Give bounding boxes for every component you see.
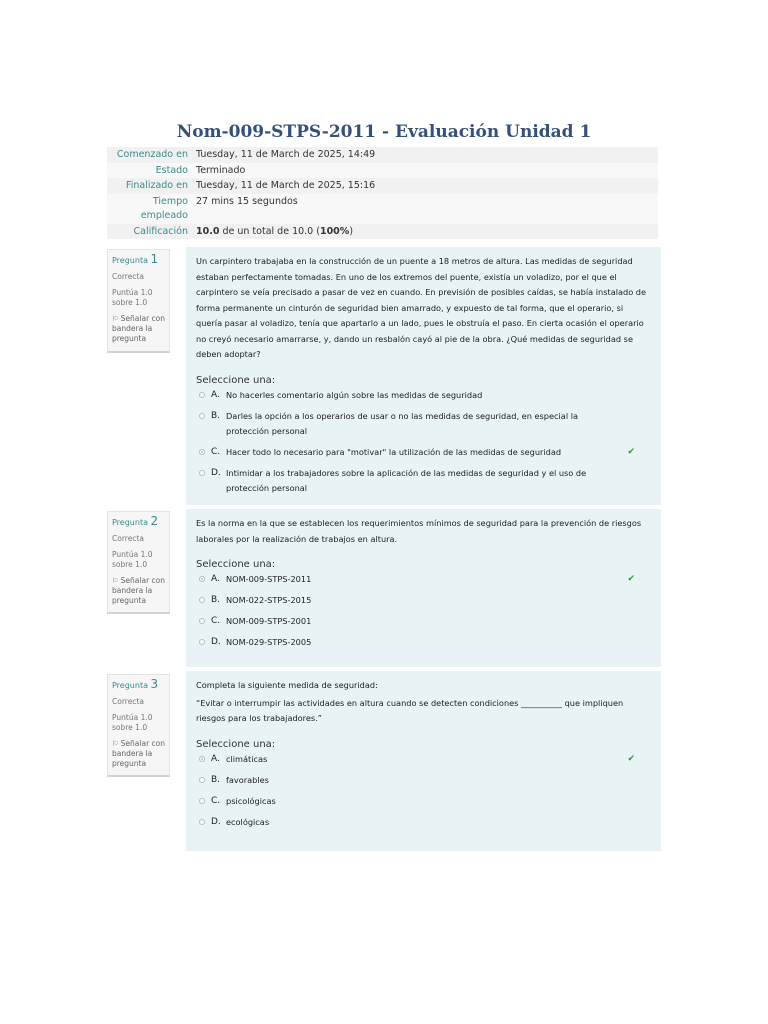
check-icon: ✔ xyxy=(627,446,635,457)
radio-icon[interactable] xyxy=(199,449,205,455)
question-text: Completa la siguiente medida de seguridad: xyxy=(196,680,378,690)
option-letter: D. xyxy=(211,637,221,647)
question-label: Pregunta xyxy=(112,681,148,690)
option-letter: B. xyxy=(211,774,221,785)
question-text: Un carpintero trabajaba en la construcción de un puente a 18 metros de altura. Las medidas de seguridad estaban perfectamente tomadas. En uno de los extremos del puente, existía un voladizo, por el que el carpintero se veía precisado a pasar de vez en cuando. En previsión de posibles caídas, se había instalado de forma permanente un cinturón de seguridad bien amarrado, y expuesto de tal forma, que el operario, si quería pasar al voladizo, tenía que apartarlo a un lado, pues le obstruía el paso. En cierta ocasión el operario no creyó necesario amarrarse, y, dando un resbalón cayó al pie de la obra. ¿Qué medidas de seguridad se deben adoptar? xyxy=(196,256,647,359)
option-text: Intimidar a los trabajadores sobre la aplicación de las medidas de seguridad y el uso de protección personal xyxy=(226,467,587,493)
answer-prompt: Seleccione una: xyxy=(196,559,276,570)
summary-row-time xyxy=(107,194,658,224)
answer-option-d[interactable] xyxy=(196,635,651,650)
option-text: psicológicas xyxy=(226,795,276,806)
question-info-2 xyxy=(107,511,170,614)
attempt-summary xyxy=(107,147,658,239)
question-number-value: 3 xyxy=(150,677,159,691)
question-status: Correcta xyxy=(112,697,144,706)
question-number xyxy=(112,679,165,691)
option-text: No hacerles comentario algún sobre las medidas de seguridad xyxy=(226,389,483,400)
option-text: ecológicas xyxy=(226,816,270,827)
answer-option-b[interactable] xyxy=(196,593,651,608)
answer-prompt: Seleccione una: xyxy=(196,738,276,750)
summary-label: Finalizado en xyxy=(125,180,188,191)
answer-option-b[interactable] xyxy=(196,409,651,439)
option-letter: C. xyxy=(211,616,221,626)
option-text: NOM-029-STPS-2005 xyxy=(226,637,312,647)
summary-label: Calificación xyxy=(133,225,188,237)
grade-score: 10.0 xyxy=(196,225,220,237)
question-marks: Puntúa 1.0 sobre 1.0 xyxy=(112,288,153,307)
question-number xyxy=(112,516,165,528)
summary-row-grade xyxy=(107,224,658,240)
answer-option-c[interactable] xyxy=(196,794,651,809)
grade-middle: de un total de 10.0 ( xyxy=(219,225,320,237)
flag-icon: ⚐ xyxy=(112,740,119,748)
answer-option-a[interactable] xyxy=(196,752,651,767)
option-letter: A. xyxy=(211,574,220,584)
flag-label: Señalar con bandera la pregunta xyxy=(112,314,166,343)
summary-value: Tuesday, 11 de March de 2025, 14:49 xyxy=(196,149,376,160)
answer-option-d[interactable] xyxy=(196,815,651,830)
summary-label: Comenzado en xyxy=(116,149,188,160)
question-content-1 xyxy=(186,247,661,505)
flag-question-link[interactable] xyxy=(112,576,165,606)
summary-label: Estado xyxy=(155,164,188,176)
flag-question-link[interactable] xyxy=(112,314,165,344)
check-icon: ✔ xyxy=(627,753,635,764)
option-text: NOM-022-STPS-2015 xyxy=(226,595,312,605)
question-number-value: 2 xyxy=(150,514,159,528)
question-number xyxy=(112,254,165,266)
radio-icon[interactable] xyxy=(199,798,205,804)
option-text: Hacer todo lo necesario para "motivar" la utilización de las medidas de seguridad xyxy=(226,446,562,457)
radio-icon[interactable] xyxy=(199,819,205,825)
answer-prompt: Seleccione una: xyxy=(196,374,276,386)
summary-label xyxy=(107,194,196,224)
radio-icon[interactable] xyxy=(199,392,205,398)
summary-value: Tuesday, 11 de March de 2025, 15:16 xyxy=(196,180,376,191)
answer-option-a[interactable] xyxy=(196,572,651,587)
summary-label-line: empleado xyxy=(140,210,188,221)
flag-label: Señalar con bandera la pregunta xyxy=(112,739,166,768)
grade-end: ) xyxy=(349,225,354,237)
radio-icon[interactable] xyxy=(199,777,205,783)
radio-icon[interactable] xyxy=(199,639,205,645)
option-letter: C. xyxy=(211,446,221,457)
grade-percent: 100% xyxy=(319,225,350,237)
option-text: climáticas xyxy=(226,753,268,764)
answer-option-b[interactable] xyxy=(196,773,651,788)
flag-question-link[interactable] xyxy=(112,739,165,769)
option-letter: C. xyxy=(211,795,221,806)
question-status: Correcta xyxy=(112,272,144,281)
question-label: Pregunta xyxy=(112,256,148,265)
flag-label: Señalar con bandera la pregunta xyxy=(112,576,166,605)
summary-label-line: Tiempo xyxy=(152,195,188,207)
flag-icon: ⚐ xyxy=(112,577,119,585)
summary-value: 27 mins 15 segundos xyxy=(196,195,298,207)
radio-icon[interactable] xyxy=(199,470,205,476)
question-info-1 xyxy=(107,249,170,353)
summary-row-state xyxy=(107,163,658,179)
question-number-value: 1 xyxy=(150,252,159,266)
question-label: Pregunta xyxy=(112,518,148,527)
radio-icon[interactable] xyxy=(199,413,205,419)
option-letter: B. xyxy=(211,595,221,605)
question-text: Es la norma en la que se establecen los requerimientos mínimos de seguridad para la prevención de riesgos laborales por la realización de trabajos en altura. xyxy=(196,518,642,544)
check-icon: ✔ xyxy=(627,574,635,584)
option-letter: D. xyxy=(211,816,221,827)
option-text: Darles la opción a los operarios de usar o no las medidas de seguridad, en especial la protección personal xyxy=(226,410,578,436)
option-letter: A. xyxy=(211,389,220,400)
summary-row-finished xyxy=(107,178,658,194)
answer-option-a[interactable] xyxy=(196,388,651,403)
question-text-quote: “Evitar o interrumpir las actividades en altura cuando se detecten condiciones __________ que impliquen riesgos para los trabajadores.” xyxy=(196,697,624,723)
question-content-3 xyxy=(186,671,661,851)
question-status: Correcta xyxy=(112,534,144,543)
radio-icon[interactable] xyxy=(199,618,205,624)
radio-icon[interactable] xyxy=(199,576,205,582)
option-letter: A. xyxy=(211,753,220,764)
question-marks: Puntúa 1.0 sobre 1.0 xyxy=(112,713,153,732)
answer-option-c[interactable] xyxy=(196,445,651,460)
summary-value xyxy=(196,224,658,240)
radio-icon[interactable] xyxy=(199,756,205,762)
radio-icon[interactable] xyxy=(199,597,205,603)
question-marks: Puntúa 1.0 sobre 1.0 xyxy=(112,550,153,569)
question-content-2 xyxy=(186,509,661,667)
flag-icon: ⚐ xyxy=(112,315,119,323)
option-text: NOM-009-STPS-2001 xyxy=(226,616,312,626)
answer-option-c[interactable] xyxy=(196,614,651,629)
answer-option-d[interactable] xyxy=(196,466,651,496)
question-info-3 xyxy=(107,674,170,777)
page-title: Nom-009-STPS-2011 - Evaluación Unidad 1 xyxy=(176,122,592,142)
option-letter: B. xyxy=(211,410,221,421)
summary-row-started xyxy=(107,147,658,163)
option-letter: D. xyxy=(211,467,221,478)
option-text: NOM-009-STPS-2011 xyxy=(226,574,312,584)
summary-value: Terminado xyxy=(196,164,246,176)
option-text: favorables xyxy=(226,774,269,785)
